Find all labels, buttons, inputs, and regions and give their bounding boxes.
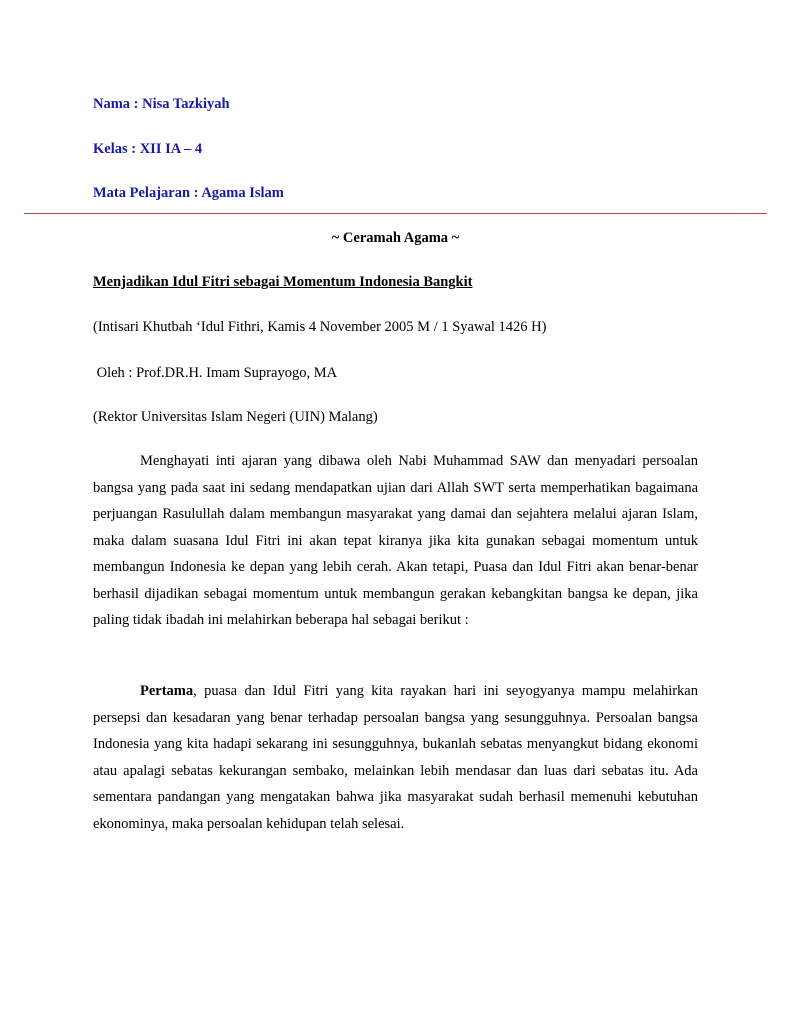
author-affiliation: (Rektor Universitas Islam Negeri (UIN) Malang) — [93, 409, 378, 425]
document-title: Menjadikan Idul Fitri sebagai Momentum Indonesia Bangkit — [93, 274, 473, 290]
header-divider — [24, 213, 767, 214]
student-name: Nama : Nisa Tazkiyah — [93, 96, 230, 112]
paragraph-2-text: , puasa dan Idul Fitri yang kita rayakan hari ini seyogyanya mampu melahirkan persepsi dan kesadaran yang benar terhadap persoalan bangsa yang sesungguhnya. Persoalan bangsa Indonesia yang kita hadapi sekarang ini sesungguhnya, bukanlah sebatas menyangkut bidang ekonomi atau apalagi sebatas kekurangan sembako, melainkan lebih mendasar dan luas dari sebatas itu. Ada sementara pandangan yang mengatakan bahwa jika masyarakat sudah berhasil memenuhi kebutuhan ekonominya, maka persoalan kehidupan telah selesai. — [93, 683, 698, 832]
author-line: Oleh : Prof.DR.H. Imam Suprayogo, MA — [93, 365, 338, 381]
body-paragraph-2 — [93, 678, 698, 837]
student-class: Kelas : XII IA – 4 — [93, 141, 203, 157]
sermon-info: (Intisari Khutbah ‘Idul Fithri, Kamis 4 November 2005 M / 1 Syawal 1426 H) — [93, 319, 547, 335]
document-subtitle: ~ Ceramah Agama ~ — [331, 230, 460, 246]
paragraph-2-lead: Pertama — [140, 683, 194, 699]
paragraph-1-text: Menghayati inti ajaran yang dibawa oleh Nabi Muhammad SAW dan menyadari persoalan bangsa yang pada saat ini sedang mendapatkan ujian dari Allah SWT serta memperhatikan bagaimana perjuangan Rasulullah dalam membangun masyarakat yang damai dan sejahtera melalui ajaran Islam, maka dalam suasana Idul Fitri ini akan tepat kiranya jika kita gunakan sebagai momentum untuk membangun Indonesia ke depan yang lebih cerah. Akan tetapi, Puasa dan Idul Fitri akan benar-benar berhasil dijadikan sebagai momentum untuk membangun gerakan kebangkitan bangsa ke depan, jika paling tidak ibadah ini melahirkan beberapa hal sebagai berikut : — [93, 453, 698, 628]
subject: Mata Pelajaran : Agama Islam — [93, 185, 284, 201]
body-paragraph-1 — [93, 448, 698, 634]
